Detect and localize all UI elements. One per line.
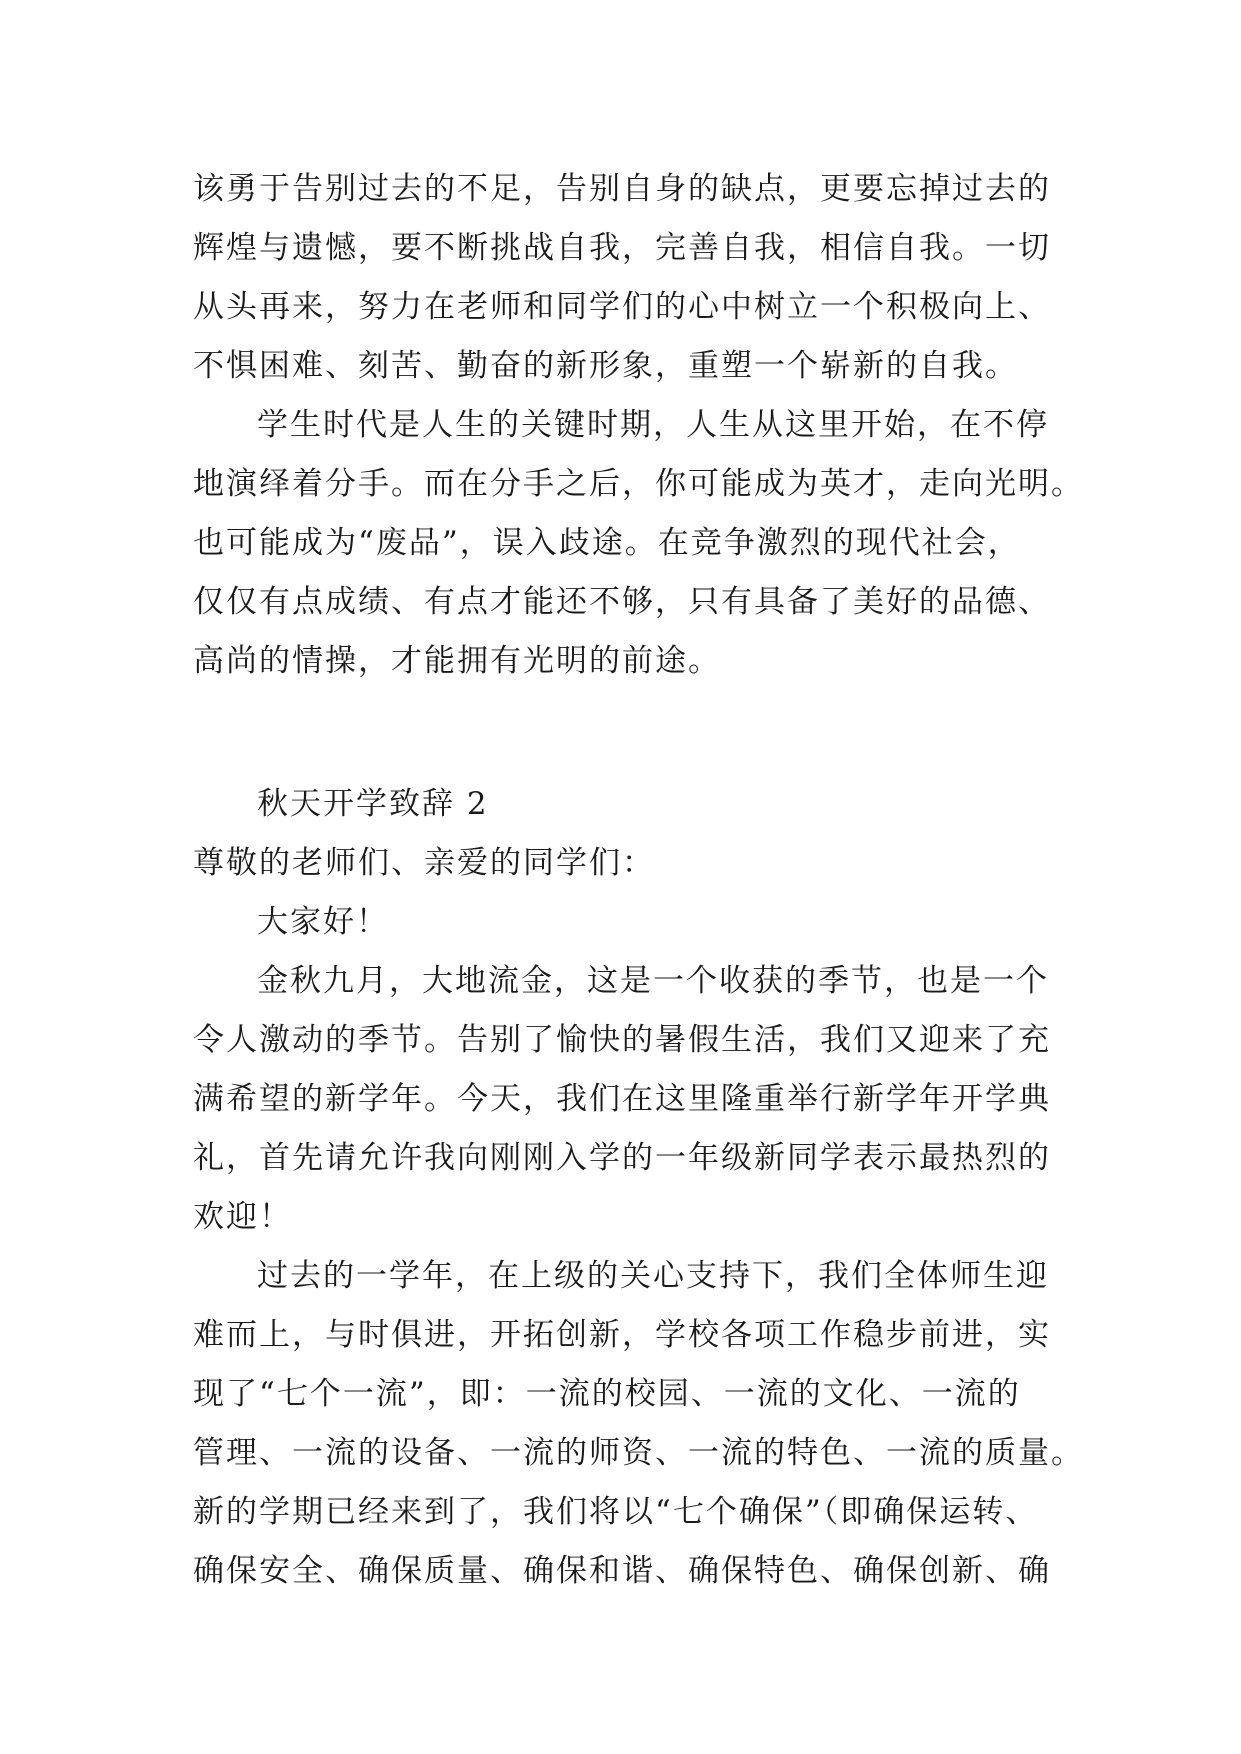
greeting: 大家好！ bbox=[257, 904, 389, 940]
text-line: 新的学期已经来到了，我们将以“七个确保”（即确保运转、 bbox=[193, 1494, 1039, 1530]
text-line: 该勇于告别过去的不足，告别自身的缺点，更要忘掉过去的 bbox=[193, 171, 1051, 207]
section-title: 秋天开学致辞 2 bbox=[257, 786, 489, 822]
text-line: 不惧困难、刻苦、勤奋的新形象，重塑一个崭新的自我。 bbox=[193, 348, 1018, 384]
text-line: 难而上，与时俱进，开拓创新，学校各项工作稳步前进，实 bbox=[193, 1317, 1051, 1353]
text-line: 金秋九月，大地流金，这是一个收获的季节，也是一个 bbox=[257, 963, 1049, 999]
text-line: 管理、一流的设备、一流的师资、一流的特色、一流的质量。 bbox=[193, 1435, 1084, 1471]
text-line: 欢迎！ bbox=[193, 1199, 292, 1235]
text-line: 礼，首先请允许我向刚刚入学的一年级新同学表示最热烈的 bbox=[193, 1140, 1051, 1176]
text-line: 满希望的新学年。今天，我们在这里隆重举行新学年开学典 bbox=[193, 1081, 1051, 1117]
paragraph-student-era bbox=[193, 396, 1084, 691]
salutation: 尊敬的老师们、亲爱的同学们： bbox=[193, 845, 655, 881]
paragraph-self-renewal bbox=[193, 160, 1073, 396]
text-line: 确保安全、确保质量、确保和谐、确保特色、确保创新、确 bbox=[193, 1553, 1051, 1589]
text-line: 令人激动的季节。告别了愉快的暑假生活，我们又迎来了充 bbox=[193, 1022, 1051, 1058]
text-line: 从头再来，努力在老师和同学们的心中树立一个积极向上、 bbox=[193, 289, 1051, 325]
text-line: 高尚的情操，才能拥有光明的前途。 bbox=[193, 643, 721, 679]
section-gap bbox=[193, 691, 1073, 775]
text-line: 辉煌与遗憾，要不断挑战自我，完善自我，相信自我。一切 bbox=[193, 230, 1051, 266]
text-line: 也可能成为“废品”，误入歧途。在竞争激烈的现代社会， bbox=[193, 525, 1021, 561]
document-body bbox=[193, 160, 1084, 1601]
text-line: 学生时代是人生的关键时期，人生从这里开始，在不停 bbox=[257, 407, 1049, 443]
paragraph-autumn bbox=[193, 952, 1073, 1247]
text-line: 地演绎着分手。而在分手之后，你可能成为英才，走向光明。 bbox=[193, 466, 1084, 502]
text-line: 过去的一学年，在上级的关心支持下，我们全体师生迎 bbox=[257, 1258, 1049, 1294]
text-line: 现了“七个一流”，即：一流的校园、一流的文化、一流的 bbox=[193, 1376, 1021, 1412]
paragraph-past-year bbox=[193, 1247, 1084, 1601]
text-line: 仅仅有点成绩、有点才能还不够，只有具备了美好的品德、 bbox=[193, 584, 1051, 620]
